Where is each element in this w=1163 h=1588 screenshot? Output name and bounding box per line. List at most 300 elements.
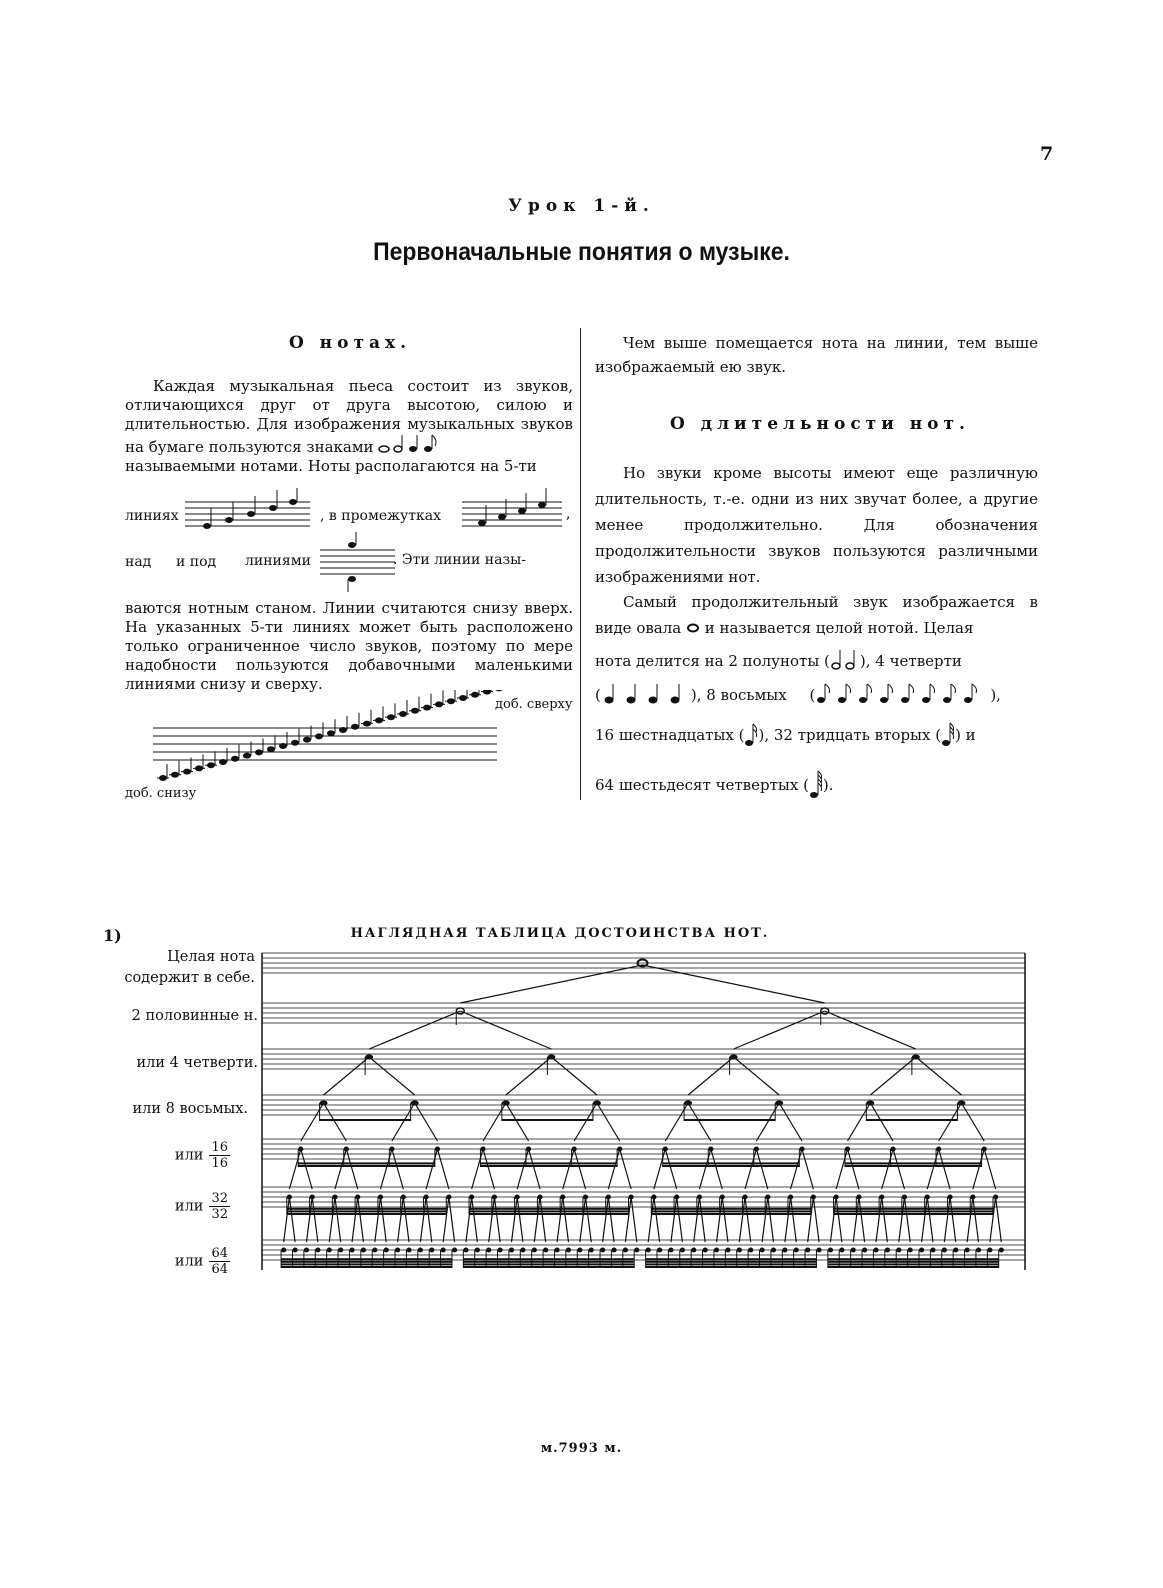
ledger-note-head xyxy=(267,746,275,752)
beam xyxy=(646,1266,817,1268)
filled-note xyxy=(344,1147,349,1152)
table-connector xyxy=(358,1197,364,1242)
ledger-note-head xyxy=(471,692,479,698)
staff-notes-in-spaces xyxy=(462,488,574,534)
filled-note xyxy=(976,1248,981,1253)
fraction-64-num: 64 xyxy=(211,1246,228,1261)
eighth-note-head xyxy=(838,697,846,703)
para-text-tail: называемыми нотами. Ноты располагаются на 5-ти xyxy=(125,457,537,475)
ledger-note-head xyxy=(183,769,191,775)
ledger-note-head xyxy=(195,765,203,771)
staff-lines xyxy=(153,728,497,760)
filled-note xyxy=(327,1248,332,1253)
filled-note xyxy=(547,1055,555,1060)
ledger-note-head xyxy=(207,762,215,768)
table-connector xyxy=(870,1103,893,1141)
table-connector xyxy=(688,1103,711,1141)
table-connector xyxy=(802,1149,813,1189)
filled-note xyxy=(543,1248,548,1253)
filled-note xyxy=(890,1147,895,1152)
filled-note xyxy=(617,1147,622,1152)
close-paren: ), xyxy=(990,686,1001,704)
beam xyxy=(845,1165,982,1167)
ledger-note-head xyxy=(459,695,467,701)
table-connector xyxy=(996,1197,1002,1242)
table-connector xyxy=(904,1197,910,1242)
beam xyxy=(281,1266,452,1268)
table-connector xyxy=(654,1197,660,1242)
table-connector xyxy=(654,1149,665,1189)
and-text: ) и xyxy=(955,726,976,744)
beam xyxy=(463,1258,634,1260)
eighth-note-head xyxy=(859,697,867,703)
filled-note xyxy=(554,1248,559,1253)
table-connector xyxy=(813,1197,819,1242)
beam xyxy=(281,1258,452,1260)
table-connector xyxy=(472,1149,483,1189)
beam xyxy=(281,1261,452,1263)
filled-note xyxy=(486,1248,491,1253)
filled-note xyxy=(771,1248,776,1253)
filled-note xyxy=(593,1101,601,1106)
filled-note xyxy=(993,1195,998,1200)
table-title: НАГЛЯДНАЯ ТАБЛИЦА ДОСТОИНСТВА НОТ. xyxy=(350,926,770,941)
table-connector xyxy=(677,1197,683,1242)
filled-note xyxy=(423,1195,428,1200)
table-connector xyxy=(984,1149,995,1189)
row-label-64ths xyxy=(110,1246,230,1277)
filled-note xyxy=(811,1195,816,1200)
filled-note xyxy=(965,1248,970,1253)
footer-catalog-number: м.7993 м. xyxy=(540,1441,623,1456)
thirtysecond-note-icon xyxy=(941,722,955,748)
table-connector xyxy=(939,1149,950,1189)
page-number: 7 xyxy=(1040,143,1054,165)
sixteenths-text: 16 шестнадцатых ( xyxy=(595,726,745,744)
table-connector xyxy=(756,1149,767,1189)
eighth-note-head xyxy=(943,697,951,703)
beam xyxy=(828,1258,999,1260)
sixtyfourths-text: 64 шестьдесят четвертых ( xyxy=(595,776,809,794)
filled-note xyxy=(526,1147,531,1152)
filled-note xyxy=(856,1195,861,1200)
filled-note xyxy=(372,1248,377,1253)
filled-note xyxy=(684,1101,692,1106)
eighth-note-flag xyxy=(951,684,956,693)
filled-note xyxy=(873,1248,878,1253)
thirtyseconds-text: ), 32 тридцать вторых ( xyxy=(758,726,942,744)
table-notes xyxy=(281,960,1004,1269)
ledger-note-head xyxy=(495,690,503,691)
filled-note xyxy=(748,1248,753,1253)
eighth-notes-icon xyxy=(815,682,990,706)
table-connector xyxy=(665,1149,676,1189)
lesson-heading: Урок 1-й. xyxy=(508,196,655,216)
table-connector xyxy=(688,1057,734,1095)
filled-note xyxy=(532,1248,537,1253)
table-connector xyxy=(335,1149,346,1189)
beam xyxy=(480,1165,617,1167)
filled-note xyxy=(310,1195,315,1200)
spaces-label-text: в промежутках xyxy=(328,508,441,524)
table-connector xyxy=(540,1197,546,1242)
table-connector xyxy=(529,1149,540,1189)
beam xyxy=(281,1263,452,1265)
filled-note xyxy=(982,1147,987,1152)
filled-note xyxy=(651,1195,656,1200)
paragraph-notes-intro xyxy=(125,377,573,476)
table-connector xyxy=(301,1149,312,1189)
filled-note xyxy=(987,1248,992,1253)
filled-note xyxy=(657,1248,662,1253)
filled-note xyxy=(839,1248,844,1253)
table-connector xyxy=(426,1149,437,1189)
sixteenth-note-icon xyxy=(744,722,758,748)
table-connector xyxy=(939,1103,962,1141)
staff-notes-on-lines xyxy=(185,488,315,534)
filled-note xyxy=(668,1248,673,1253)
beam xyxy=(663,1165,800,1167)
label-above: над xyxy=(125,554,152,570)
table-connector xyxy=(472,1197,478,1242)
filled-note xyxy=(866,1101,874,1106)
filled-note xyxy=(378,1195,383,1200)
label-staff-lines-continue: . Эти линии назы- xyxy=(393,552,526,568)
table-connector xyxy=(779,1103,802,1141)
half-notes-icon xyxy=(830,648,860,672)
eighth-note-flag xyxy=(972,684,977,693)
table-connector xyxy=(870,1057,916,1095)
table-connector xyxy=(848,1103,871,1141)
row-label-64ths-text: или xyxy=(174,1253,204,1270)
table-connector xyxy=(506,1057,552,1095)
filled-note xyxy=(925,1195,930,1200)
fraction-16 xyxy=(209,1140,230,1171)
note-symbols-inline xyxy=(378,434,438,456)
beam xyxy=(320,1119,411,1121)
filled-note xyxy=(834,1195,839,1200)
beam xyxy=(502,1119,593,1121)
table-connector xyxy=(950,1197,956,1242)
staff-notes-above-below xyxy=(320,532,400,592)
table-connector xyxy=(381,1149,392,1189)
fraction-32-den: 32 xyxy=(211,1207,228,1222)
table-connector xyxy=(586,1197,592,1242)
filled-note xyxy=(851,1248,856,1253)
table-connector xyxy=(734,1011,825,1049)
filled-note xyxy=(775,1101,783,1106)
filled-note xyxy=(879,1195,884,1200)
ledger-note-head xyxy=(351,724,359,730)
table-connector xyxy=(437,1149,448,1189)
table-connector xyxy=(312,1197,318,1242)
filled-note xyxy=(742,1195,747,1200)
filled-note xyxy=(953,1248,958,1253)
filled-note xyxy=(537,1195,542,1200)
filled-note xyxy=(703,1248,708,1253)
ledger-note-head xyxy=(411,708,419,714)
filled-note xyxy=(361,1248,366,1253)
table-connector xyxy=(745,1149,756,1189)
filled-note xyxy=(560,1195,565,1200)
filled-note xyxy=(611,1248,616,1253)
filled-note xyxy=(577,1248,582,1253)
table-connector xyxy=(415,1103,438,1141)
quarters-text: ), 4 четверти xyxy=(859,652,962,670)
filled-note xyxy=(349,1248,354,1253)
ledger-note-head xyxy=(387,714,395,720)
filled-note xyxy=(760,1248,765,1253)
filled-note xyxy=(589,1248,594,1253)
beam xyxy=(287,1213,446,1215)
filled-note xyxy=(663,1147,668,1152)
eighth-note-flag xyxy=(846,684,851,693)
table-connector xyxy=(631,1197,637,1242)
filled-note xyxy=(429,1248,434,1253)
line-quarters-eighths xyxy=(595,682,1038,706)
eighth-note-head xyxy=(880,697,888,703)
filled-note xyxy=(452,1248,457,1253)
table-connector xyxy=(289,1149,300,1189)
table-connector xyxy=(460,965,642,1003)
eighths-text: ), 8 восьмых xyxy=(690,686,787,704)
filled-note xyxy=(782,1248,787,1253)
open-paren-2: ( xyxy=(809,686,816,704)
table-connector xyxy=(381,1197,387,1242)
line-halves xyxy=(595,648,1038,672)
table-number: 1) xyxy=(103,926,122,945)
beam xyxy=(646,1263,817,1265)
row-label-16ths xyxy=(110,1140,230,1171)
filled-note xyxy=(281,1248,286,1253)
filled-note xyxy=(515,1195,520,1200)
eighth-note-head xyxy=(901,697,909,703)
ledger-note-head xyxy=(423,705,431,711)
fraction-16-den: 16 xyxy=(211,1156,228,1171)
beam xyxy=(845,1162,982,1164)
filled-note xyxy=(320,1101,328,1106)
table-connector xyxy=(426,1197,432,1242)
note-values-table xyxy=(260,945,1040,1285)
filled-note xyxy=(957,1101,965,1106)
eighth-note-head xyxy=(817,697,825,703)
table-connector xyxy=(734,1057,780,1095)
filled-note xyxy=(435,1147,440,1152)
whole-note-text: Самый продолжительный звук изображается в виде овала xyxy=(595,593,1038,637)
filled-note xyxy=(725,1248,730,1253)
table-connector xyxy=(494,1197,500,1242)
section-heading-notes: О нотах. xyxy=(288,333,412,353)
table-connector xyxy=(768,1197,774,1242)
table-connector xyxy=(335,1197,341,1242)
filled-note xyxy=(395,1248,400,1253)
filled-note xyxy=(338,1248,343,1253)
label-spaces: , в промежутках xyxy=(320,508,441,524)
filled-note xyxy=(862,1248,867,1253)
beam xyxy=(828,1261,999,1263)
table-connector xyxy=(836,1197,842,1242)
table-connector xyxy=(563,1149,574,1189)
para-text: Каждая музыкальная пьеса состоит из звуков, отличающихся друг от друга высотою, силою и длительностью. Для изображения музыкальных звуков на бумаге пользуются знаками xyxy=(125,377,573,456)
label-lines-word: линиями xyxy=(245,553,311,569)
table-connector xyxy=(608,1149,619,1189)
filled-note xyxy=(292,1248,297,1253)
whole-note-text-b: и называется целой нотой. Целая xyxy=(704,619,974,637)
ledger-note-head xyxy=(291,740,299,746)
label-and-below: и под xyxy=(176,554,217,570)
table-connector xyxy=(597,1103,620,1141)
beam xyxy=(480,1162,617,1164)
beam xyxy=(646,1261,817,1263)
table-connector xyxy=(574,1149,585,1189)
beam xyxy=(287,1210,446,1212)
row-label-16ths-text: или xyxy=(174,1147,204,1164)
line-sixtyfourths xyxy=(595,770,1038,800)
beam xyxy=(834,1213,993,1215)
eighth-note-flag xyxy=(930,684,935,693)
ledger-note-head xyxy=(159,775,167,781)
open-paren: ( xyxy=(595,686,601,704)
row-label-quarters: или 4 четверти. xyxy=(136,1055,258,1071)
filled-note xyxy=(384,1248,389,1253)
filled-note xyxy=(401,1195,406,1200)
filled-note xyxy=(930,1248,935,1253)
eighth-note-flag xyxy=(867,684,872,693)
table-connector xyxy=(711,1149,722,1189)
beam xyxy=(463,1266,634,1268)
table-staves xyxy=(262,953,1025,1270)
filled-note xyxy=(737,1248,742,1253)
beam xyxy=(469,1208,628,1210)
filled-note xyxy=(600,1248,605,1253)
filled-note xyxy=(355,1195,360,1200)
row-label-32nds xyxy=(110,1191,230,1222)
section-heading-duration: О длительности нот. xyxy=(670,414,970,434)
table-connector xyxy=(927,1149,938,1189)
beam xyxy=(834,1208,993,1210)
filled-note xyxy=(446,1195,451,1200)
table-connector xyxy=(973,1197,979,1242)
filled-note xyxy=(674,1195,679,1200)
filled-note xyxy=(999,1248,1004,1253)
label-lines: линиях xyxy=(125,508,179,524)
table-connector xyxy=(745,1197,751,1242)
filled-note xyxy=(365,1055,373,1060)
beam xyxy=(287,1208,446,1210)
table-connector xyxy=(517,1149,528,1189)
ledger-note-head xyxy=(279,743,287,749)
table-connector xyxy=(392,1149,403,1189)
table-connector xyxy=(973,1149,984,1189)
beam xyxy=(663,1162,800,1164)
filled-note xyxy=(912,1055,920,1060)
filled-note xyxy=(469,1195,474,1200)
filled-note xyxy=(708,1147,713,1152)
table-connector xyxy=(551,1057,597,1095)
filled-note xyxy=(680,1248,685,1253)
filled-note xyxy=(509,1248,514,1253)
row-label-halves: 2 половинные н. xyxy=(131,1008,258,1024)
halves-text: нота делится на 2 полуноты ( xyxy=(595,652,830,670)
filled-note xyxy=(520,1248,525,1253)
ledger-note-head xyxy=(303,737,311,743)
eighth-note-flag xyxy=(888,684,893,693)
beam xyxy=(828,1263,999,1265)
table-connector xyxy=(916,1057,962,1095)
table-connector xyxy=(882,1197,888,1242)
row-label-32nds-text: или xyxy=(174,1198,204,1215)
beam xyxy=(463,1261,634,1263)
ledger-note-head xyxy=(255,749,263,755)
table-connector xyxy=(791,1197,797,1242)
table-connector xyxy=(369,1057,415,1095)
paragraph-whole-note xyxy=(595,589,1038,641)
beam xyxy=(469,1210,628,1212)
eighth-note-head xyxy=(964,697,972,703)
filled-note xyxy=(411,1101,419,1106)
table-connector xyxy=(324,1103,347,1141)
line-sixteenths xyxy=(595,722,1038,748)
beam xyxy=(646,1258,817,1260)
fraction-32-num: 32 xyxy=(211,1191,228,1206)
filled-note xyxy=(441,1248,446,1253)
beam xyxy=(298,1165,435,1167)
filled-note xyxy=(304,1248,309,1253)
table-connector xyxy=(882,1149,893,1189)
beam xyxy=(469,1213,628,1215)
eighth-note-head xyxy=(922,697,930,703)
paragraph-pitch: Чем выше помещается нота на линии, тем выше изображаемый ею звук. xyxy=(595,334,1038,376)
filled-note xyxy=(629,1195,634,1200)
beam xyxy=(866,1119,957,1121)
table-connector xyxy=(836,1149,847,1189)
close-text: ). xyxy=(822,776,834,794)
filled-note xyxy=(908,1248,913,1253)
fraction-64-den: 64 xyxy=(211,1262,228,1277)
filled-note xyxy=(463,1248,468,1253)
table-connector xyxy=(756,1103,779,1141)
beam xyxy=(651,1210,810,1212)
table-connector xyxy=(563,1197,569,1242)
filled-note xyxy=(765,1195,770,1200)
paragraph-duration: Но звуки кроме высоты имеют еще различную длительность, т.-е. одни из них звучат более, а другие менее продолжительно. Для обозначения продолжительности звуков пользуются различными изображениями нот. xyxy=(595,464,1038,586)
beam xyxy=(834,1210,993,1212)
ledger-note-head xyxy=(231,756,239,762)
label-ledger-above: доб. сверху xyxy=(495,697,573,712)
ledger-note-head xyxy=(171,772,179,778)
beam xyxy=(828,1266,999,1268)
filled-note xyxy=(720,1195,725,1200)
page-title: Первоначальные понятия о музыке. xyxy=(373,238,790,266)
filled-note xyxy=(754,1147,759,1152)
eighth-note-flag xyxy=(909,684,914,693)
filled-note xyxy=(406,1248,411,1253)
table-connectors xyxy=(284,965,1002,1242)
beam xyxy=(463,1263,634,1265)
filled-note xyxy=(492,1195,497,1200)
filled-note xyxy=(714,1248,719,1253)
filled-note xyxy=(799,1147,804,1152)
filled-note xyxy=(572,1147,577,1152)
filled-note xyxy=(332,1195,337,1200)
eighth-note-flag xyxy=(825,684,830,693)
fraction-32 xyxy=(209,1191,230,1222)
label-ledger-below: доб. снизу xyxy=(125,786,197,801)
svg-text:,: , xyxy=(566,506,571,522)
table-connector xyxy=(483,1149,494,1189)
table-connector xyxy=(620,1149,631,1189)
filled-note xyxy=(730,1055,738,1060)
